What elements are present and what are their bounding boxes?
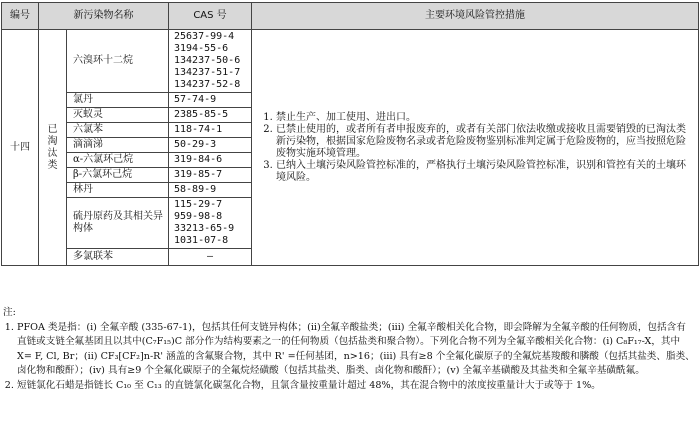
table-header-row — [2, 3, 699, 30]
cas-number-cell — [169, 249, 252, 266]
cas-number: 33213-65-9 — [174, 223, 235, 234]
cas-number: 1031-07-8 — [174, 235, 229, 246]
cas-number-cell — [169, 93, 252, 108]
pollutant-name: 氯丹 — [67, 93, 169, 108]
header-pollutant-name: 新污染物名称 — [39, 3, 169, 30]
header-number: 编号 — [2, 3, 39, 30]
category-char: 淘 — [47, 135, 58, 147]
control-measures-cell — [252, 30, 699, 266]
cas-number-cell — [169, 108, 252, 123]
category-cell — [39, 30, 67, 266]
cas-number: 959-98-8 — [174, 211, 223, 222]
cas-number: — — [206, 251, 214, 262]
pollutant-name: α-六氯环己烷 — [67, 153, 169, 168]
measures-list — [262, 112, 688, 184]
pollutant-name: 硫丹原药及其相关异构体 — [67, 198, 169, 249]
category-char: 类 — [47, 159, 58, 171]
cas-number-cell — [169, 168, 252, 183]
cas-number-cell — [169, 138, 252, 153]
pollutant-name: 灭蚁灵 — [67, 108, 169, 123]
pollutant-name: 六溴环十二烷 — [67, 30, 169, 93]
pollutant-name: 滴滴涕 — [67, 138, 169, 153]
header-measures: 主要环境风险管控措施 — [252, 3, 699, 30]
cas-number: 319-85-7 — [174, 169, 223, 180]
category-char: 汰 — [47, 147, 58, 159]
pollutant-name: 多氯联苯 — [67, 249, 169, 266]
cas-number: 115-29-7 — [174, 199, 223, 210]
measure-item: 1. 禁止生产、加工使用、进出口。 — [276, 112, 688, 124]
cas-number: 134237-50-6 — [174, 55, 241, 66]
cas-number: 118-74-1 — [174, 124, 223, 135]
cas-number-cell — [169, 123, 252, 138]
cas-number: 50-29-3 — [174, 139, 217, 150]
cas-number: 25637-99-4 — [174, 31, 235, 42]
notes-section — [3, 306, 695, 393]
cas-number-cell — [169, 153, 252, 168]
cas-number-cell — [169, 183, 252, 198]
pollutant-name: β-六氯环己烷 — [67, 168, 169, 183]
cas-number: 58-89-9 — [174, 184, 217, 195]
category-char: 已 — [47, 123, 58, 135]
cas-number: 134237-51-7 — [174, 67, 241, 78]
cas-number: 57-74-9 — [174, 94, 217, 105]
cas-number-cell — [169, 198, 252, 249]
cas-number: 2385-85-5 — [174, 109, 229, 120]
pollutant-name: 六氯苯 — [67, 123, 169, 138]
note-item: 1. PFOA 类是指：(i) 全氟辛酸 (335-67-1)，包括其任何支链异构体；(ii)全氟辛酸盐类；(iii) 全氟辛酸相关化合物，即会降解为全氟辛酸的任何物质，包括含有直链或支链全氟基团且以其中(C₇F₁₅)C 部分作为结构要素之一的任何物质（包括盐类和聚合物）。下列化合物不列为全氟辛酸相关化合物：(i) C₈F₁₇-X，其中 X= F, Cl, Br；(ii) CF₃[CF₂]n-R' 涵盖的含氟聚合物，其中 R' =任何基团，n>16；(iii) 具有≥8 个全氟化碳原子的全氟烷基羧酸和膦酸（包括其盐类、脂类、卤化物和酸酐）；(iv) 具有≥9 个全氟化碳原子的全氟烷烃磺酸（包括其盐类、脂类、卤化物和酸酐）；(v) 全氟辛基磺酸及其盐类和全氟辛基磺酰氟。 — [17, 321, 695, 379]
measure-item: 2. 已禁止使用的，或者所有者申报废弃的，或者有关部门依法收缴或接收且需要销毁的已淘汰类新污染物，根据国家危险废物名录或者危险废物鉴别标准判定属于危险废物的，应当按照危险废物实施环境管理。 — [276, 124, 688, 160]
cas-number: 3194-55-6 — [174, 43, 229, 54]
header-cas: CAS 号 — [169, 3, 252, 30]
measure-item: 3. 已纳入土壤污染风险管控标准的，严格执行土壤污染风险管控标准，识别和管控有关的土壤环境风险。 — [276, 160, 688, 184]
pollutant-table — [1, 2, 699, 266]
cas-number-cell — [169, 30, 252, 93]
pollutant-name: 林丹 — [67, 183, 169, 198]
notes-list — [3, 321, 695, 394]
row-number: 十四 — [2, 30, 39, 266]
notes-title: 注: — [3, 307, 16, 318]
cas-number: 134237-52-8 — [174, 79, 241, 90]
cas-number: 319-84-6 — [174, 154, 223, 165]
table-row — [2, 30, 699, 93]
note-item: 2. 短链氯化石蜡是指链长 C₁₀ 至 C₁₃ 的直链氯化碳氢化合物，且氯含量按重量计超过 48%，其在混合物中的浓度按重量计大于或等于 1%。 — [17, 379, 695, 394]
